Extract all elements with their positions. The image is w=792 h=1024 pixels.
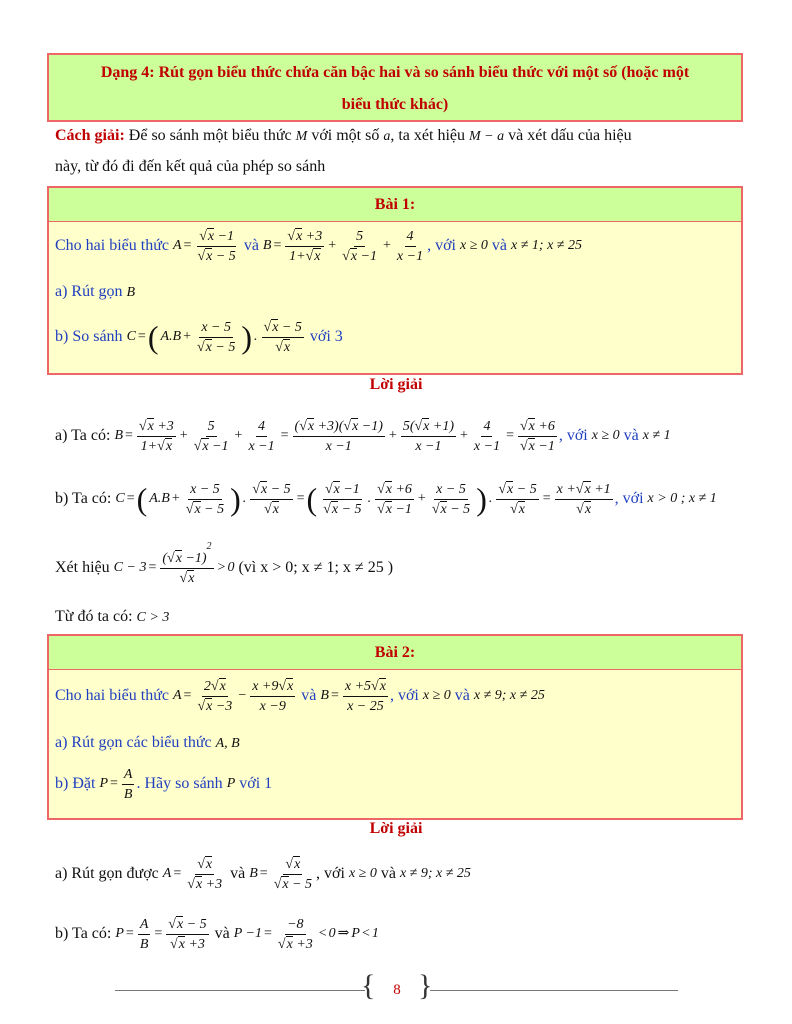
problem-2-qb-P: P	[226, 776, 236, 791]
footer-line-right	[430, 990, 678, 991]
solution-1-a-label: a) Ta có:	[55, 427, 111, 444]
solution-1-b	[55, 472, 717, 526]
page-number: 8	[393, 982, 401, 998]
solution-2-b-expr-P1: P −1 = $\frac{-8}{√x +3}$ < 0 ⇒ P < 1	[233, 916, 379, 952]
solution-2-title: Lời giải	[369, 820, 423, 837]
method-line2: này, từ đó đi đến kết quả của phép so sánh	[55, 158, 326, 175]
solution-2-a-label: a) Rút gọn được	[55, 865, 159, 882]
section-header-line1: Dạng 4: Rút gọn biểu thức chứa căn bậc hai và so sánh biểu thức với một số (hoặc một	[100, 64, 690, 81]
method-text4: và xét dấu của hiệu	[504, 127, 632, 144]
problem-2-and: và	[301, 687, 317, 704]
method-line1	[55, 124, 632, 149]
method-diff: M − a	[469, 129, 505, 144]
method-label: Cách giải:	[55, 127, 125, 144]
solution-1-a	[55, 410, 671, 462]
solution-1-d-label: Từ đó ta có:	[55, 608, 133, 625]
solution-2-b-expr-P: P = $\frac{A}{B}$ = $\frac{√x - 5}{√x +3}$	[115, 916, 207, 952]
solution-1-a-cond-and: và	[623, 427, 639, 444]
problem-1-cond-prefix: , với	[427, 237, 456, 254]
problem-2-cond-b: x ≠ 9; x ≠ 25	[473, 688, 545, 703]
footer-brace-right: }	[418, 969, 433, 1002]
solution-1-title: Lời giải	[369, 376, 423, 393]
solution-2-a-cond-a: x ≥ 0	[348, 866, 377, 881]
solution-1-d	[55, 605, 169, 630]
problem-2-cond-and: và	[454, 687, 470, 704]
section-header	[47, 53, 743, 122]
problem-2-title: Bài 2:	[49, 636, 741, 670]
solution-2-b-label: b) Ta có:	[55, 925, 112, 942]
solution-2-a-cond-and: và	[380, 865, 396, 882]
solution-2-a-cond-b: x ≠ 9; x ≠ 25	[399, 866, 471, 881]
solution-2-b	[55, 910, 379, 958]
solution-1-a-expr: B = $\frac{√x +3}{1+√x}$ + $\frac{5}{√x -1}$ + $\frac{4}{x -1}$ = $\frac{(√x +3)(√x -1)}{x -1}$ + $\frac{5(√x +1)}{x -1}$ + $\frac{4}{x -1}$ = $\frac{√x +6}{√x -1}$	[114, 418, 555, 454]
solution-2-a-cond: , với	[316, 865, 345, 882]
solution-1-c-cond: (vì x > 0; x ≠ 1; x ≠ 25 )	[238, 559, 394, 576]
solution-1-b-cond-a: x > 0 ; x ≠ 1	[647, 491, 717, 506]
problem-1-question-b	[55, 312, 343, 362]
problem-1-qa-text: a) Rút gọn	[55, 283, 123, 300]
problem-1-question-a	[55, 280, 135, 305]
problem-2-cond-prefix: , với	[389, 687, 419, 704]
problem-2-statement	[55, 672, 545, 720]
problem-2-cond-a: x ≥ 0	[422, 688, 451, 703]
expr2-P: P = $\frac{A}{B}$	[99, 766, 133, 802]
problem-2-qa-text: a) Rút gọn các biểu thức	[55, 734, 212, 751]
expr-B: B = $\frac{√x +3}{1+√x}$ + $\frac{5}{√x -1}$ + $\frac{4}{x -1}$	[262, 228, 424, 264]
problem-2-question-b	[55, 762, 272, 806]
expr2-B: B = $\frac{x +5√x}{x - 25}$	[320, 678, 386, 714]
method-M: M	[295, 129, 308, 144]
method-text3: , ta xét hiệu	[390, 127, 469, 144]
problem-2-question-a	[55, 731, 240, 756]
solution-1-c-expr: C − 3 = $\frac{(√x -1)^2}{√x}$ > 0	[113, 540, 235, 586]
solution-1-b-cond: , với	[614, 490, 644, 507]
solution-2-a	[55, 850, 471, 898]
solution-1-a-cond-a: x ≥ 0	[591, 428, 620, 443]
solution-1-c	[55, 540, 393, 596]
problem-1-qb-with: với 3	[309, 328, 343, 345]
solution-2-b-and: và	[214, 925, 230, 942]
problem-1-and: và	[243, 237, 259, 254]
solution-1-d-expr: C > 3	[136, 610, 170, 625]
solution-1-c-label: Xét hiệu	[55, 559, 110, 576]
method-text2: với một số	[307, 127, 384, 144]
solution-2-a-and: và	[230, 865, 246, 882]
problem-2-intro: Cho hai biểu thức	[55, 687, 169, 704]
problem-1-qb-text: b) So sánh	[55, 328, 123, 345]
problem-1-statement	[55, 222, 582, 270]
method-text1: Để so sánh một biểu thức	[124, 127, 296, 144]
problem-1-qa-var: B	[126, 285, 136, 300]
problem-2-qb-mid: . Hãy so sánh	[136, 775, 223, 792]
problem-1-cond-b: x ≠ 1; x ≠ 25	[511, 238, 582, 253]
problem-1-cond-a: x ≥ 0	[460, 238, 488, 253]
problem-2-qb-with: với 1	[239, 775, 273, 792]
solution-2-a-expr-B: B = $\frac{√x}{√x - 5}$	[249, 856, 313, 892]
footer-brace-left: {	[361, 969, 376, 1002]
expr2-A: A = $\frac{2√x}{√x -3}$ − $\frac{x +9√x}{x -9}$	[172, 678, 294, 714]
expr-C: C = ( A.B + $\frac{x - 5}{√x - 5}$ ) . $\frac{√x - 5}{√x}$	[126, 319, 302, 355]
solution-1-a-cond: , với	[558, 427, 588, 444]
footer-line-left	[115, 990, 365, 991]
solution-1-a-cond-b: x ≠ 1	[642, 428, 671, 443]
section-header-line2: biểu thức khác)	[341, 96, 449, 113]
solution-1-b-label: b) Ta có:	[55, 490, 112, 507]
method-a: a	[383, 129, 391, 144]
solution-2-a-expr-A: A = $\frac{√x}{√x +3}$	[162, 856, 223, 892]
problem-1-title: Bài 1:	[49, 188, 741, 222]
expr-A: A = $\frac{√x -1}{√x - 5}$	[172, 228, 236, 264]
problem-2-qb-text: b) Đặt	[55, 775, 96, 792]
problem-2-qa-vars: A, B	[215, 736, 240, 751]
solution-1-b-expr: C = ( A.B + $\frac{x - 5}{√x - 5}$ ) . $\frac{√x - 5}{√x}$ = ( $\frac{√x -1}{√x - 5}$ . $\frac{√x +6}{√x -1}$ + $\frac{x - 5}{√x - 5}$ ) . $\frac{√x - 5}{√x}$ = $\frac{x +√x +1}{√x}$	[115, 481, 611, 517]
problem-1-cond-and: và	[491, 237, 508, 254]
problem-1-intro: Cho hai biểu thức	[55, 237, 169, 254]
